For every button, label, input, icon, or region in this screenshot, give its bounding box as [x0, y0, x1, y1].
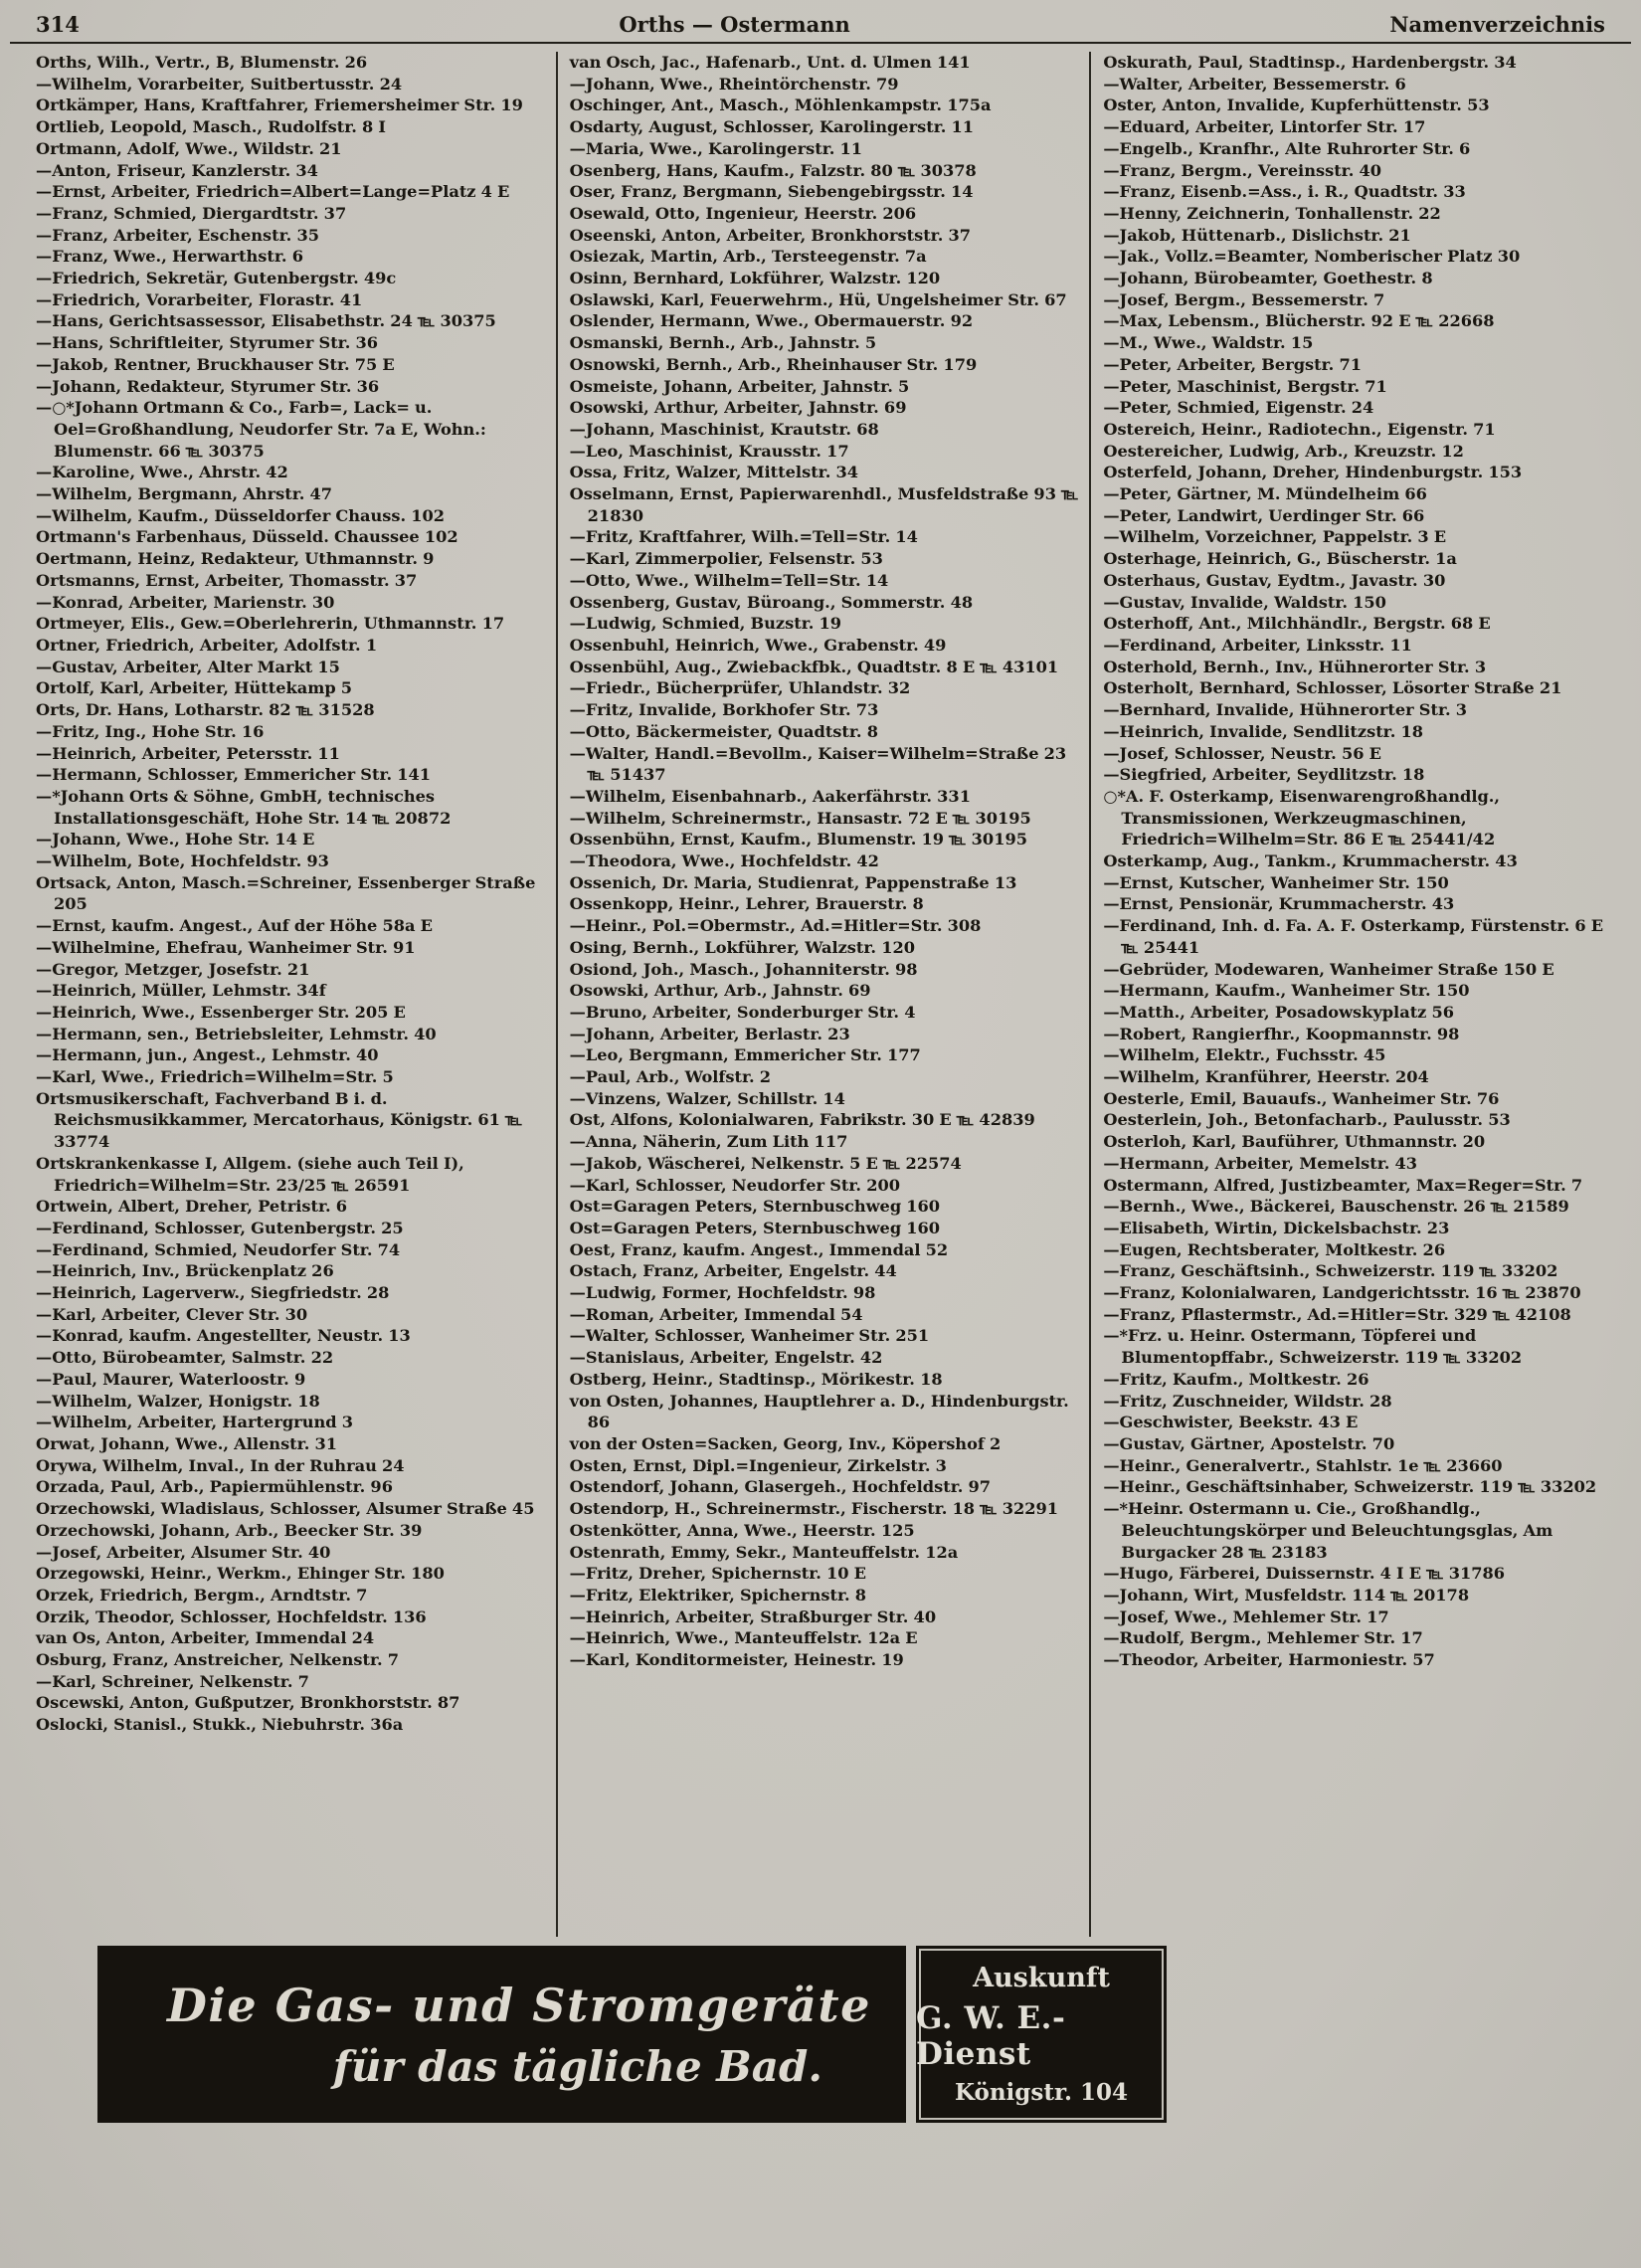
directory-entry: Ossenkopp, Heinr., Lehrer, Brauerstr. 8 — [569, 894, 924, 914]
directory-entry: —Johann, Wwe., Hohe Str. 14 E — [36, 830, 315, 850]
directory-entry: Ost=Garagen Peters, Sternbuschweg 160 — [569, 1197, 941, 1217]
directory-entry: —Roman, Arbeiter, Immendal 54 — [569, 1304, 863, 1324]
directory-entry: Orzek, Friedrich, Bergm., Arndtstr. 7 — [36, 1585, 368, 1605]
directory-entry: —Hermann, sen., Betriebsleiter, Lehmstr. 40 — [36, 1024, 437, 1043]
directory-entry: —Engelb., Kranfhr., Alte Ruhrorter Str. 6 — [1103, 138, 1471, 158]
directory-entry: —Karl, Wwe., Friedrich=Wilhelm=Str. 5 — [36, 1067, 394, 1087]
directory-entry: Ostereich, Heinr., Radiotechn., Eigenstr. 71 — [1103, 419, 1496, 439]
directory-entry: —Bruno, Arbeiter, Sonderburger Str. 4 — [569, 1002, 916, 1022]
directory-entry: Oser, Franz, Bergmann, Siebengebirgsstr. 14 — [569, 182, 974, 202]
directory-entry: Oslawski, Karl, Feuerwehrm., Hü, Ungelsheimer Str. 67 — [569, 289, 1067, 309]
directory-entry: —Anna, Näherin, Zum Lith 117 — [569, 1132, 848, 1152]
directory-entry: Oest, Franz, kaufm. Angest., Immendal 52 — [569, 1239, 949, 1259]
ad-line-1: Die Gas- und Stromgeräte — [167, 1978, 871, 2032]
directory-entry: —Wilhelm, Schreinermstr., Hansastr. 72 E ℡ 30195 — [569, 808, 1031, 828]
directory-entry: —Peter, Gärtner, M. Mündelheim 66 — [1103, 484, 1427, 504]
directory-entry: Ostermann, Alfred, Justizbeamter, Max=Reger=Str. 7 — [1103, 1175, 1583, 1195]
directory-entry: —Jakob, Rentner, Bruckhauser Str. 75 E — [36, 354, 395, 374]
directory-entry: —*Heinr. Ostermann u. Cie., Großhandlg., Beleuchtungskörper und Beleuchtungsglas, Am Burgacker 28 ℡ 23183 — [1103, 1499, 1553, 1562]
directory-entry: Orths, Wilh., Vertr., B, Blumenstr. 26 — [36, 53, 368, 72]
directory-entry: Osmanski, Bernh., Arb., Jahnstr. 5 — [569, 333, 877, 353]
directory-entry: Orzegowski, Heinr., Werkm., Ehinger Str. 180 — [36, 1564, 445, 1584]
directory-entry: Ostenkötter, Anna, Wwe., Heerstr. 125 — [569, 1520, 915, 1540]
directory-entry: Ortner, Friedrich, Arbeiter, Adolfstr. 1 — [36, 635, 378, 655]
directory-entry: Ortmeyer, Elis., Gew.=Oberlehrerin, Uthmannstr. 17 — [36, 614, 505, 634]
directory-entry: Ortsmusikerschaft, Fachverband B i. d. Reichsmusikkammer, Mercatorhaus, Königstr. 61 ℡ 33774 — [36, 1088, 523, 1152]
directory-entry: —Leo, Maschinist, Krausstr. 17 — [569, 441, 849, 461]
section-label: Namenverzeichnis — [1389, 12, 1605, 37]
directory-entry: —Theodora, Wwe., Hochfeldstr. 42 — [569, 851, 879, 871]
directory-entry: —Walter, Handl.=Bevollm., Kaiser=Wilhelm=Straße 23 ℡ 51437 — [569, 743, 1067, 785]
directory-entry: —Wilhelm, Bergmann, Ahrstr. 47 — [36, 484, 333, 504]
directory-entry: —Ludwig, Schmied, Buzstr. 19 — [569, 614, 842, 634]
directory-entry: —Johann, Maschinist, Krautstr. 68 — [569, 419, 879, 439]
directory-entry: —Josef, Schlosser, Neustr. 56 E — [1103, 743, 1381, 763]
directory-entry: —Hans, Schriftleiter, Styrumer Str. 36 — [36, 333, 379, 353]
directory-entry: —Stanislaus, Arbeiter, Engelstr. 42 — [569, 1348, 883, 1368]
directory-entry: —Franz, Wwe., Herwarthstr. 6 — [36, 247, 303, 267]
directory-entry: Osmeiste, Johann, Arbeiter, Jahnstr. 5 — [569, 376, 910, 396]
directory-entry: Osewald, Otto, Ingenieur, Heerstr. 206 — [569, 203, 917, 223]
directory-entry: —Ernst, kaufm. Angest., Auf der Höhe 58a E — [36, 916, 433, 936]
directory-entry: —Johann, Wirt, Musfeldstr. 114 ℡ 20178 — [1103, 1585, 1470, 1605]
directory-entry: —○*Johann Ortmann & Co., Farb=, Lack= u. Oel=Großhandlung, Neudorfer Str. 7a E, Wohn.: Blumenstr. 66 ℡ 30375 — [36, 398, 486, 461]
directory-entry: —Friedr., Bücherprüfer, Uhlandstr. 32 — [569, 678, 911, 698]
ad-line-2: für das tägliche Bad. — [332, 2041, 822, 2091]
page-title: Orths — Ostermann — [619, 12, 850, 37]
directory-entry: Ossenberg, Gustav, Büroang., Sommerstr. 48 — [569, 592, 974, 612]
directory-entry: —Wilhelm, Vorarbeiter, Suitbertusstr. 24 — [36, 74, 403, 94]
directory-entry: —Konrad, Arbeiter, Marienstr. 30 — [36, 592, 335, 612]
directory-entry: Oskurath, Paul, Stadtinsp., Hardenbergstr. 34 — [1103, 53, 1517, 72]
directory-entry: —Fritz, Kraftfahrer, Wilh.=Tell=Str. 14 — [569, 527, 918, 547]
directory-entry: Ortsmanns, Ernst, Arbeiter, Thomasstr. 37 — [36, 570, 418, 590]
directory-entry: Ost, Alfons, Kolonialwaren, Fabrikstr. 30 E ℡ 42839 — [569, 1110, 1035, 1130]
directory-entry: Osterkamp, Aug., Tankm., Krummacherstr. 43 — [1103, 851, 1518, 871]
directory-entry: —Franz, Arbeiter, Eschenstr. 35 — [36, 225, 319, 245]
directory-entry: —Eugen, Rechtsberater, Moltkestr. 26 — [1103, 1239, 1446, 1259]
directory-entry: —M., Wwe., Waldstr. 15 — [1103, 333, 1314, 353]
directory-entry: —Peter, Landwirt, Uerdinger Str. 66 — [1103, 505, 1425, 525]
directory-entry: Ortskrankenkasse I, Allgem. (siehe auch Teil I), Friedrich=Wilhelm=Str. 23/25 ℡ 26591 — [36, 1153, 464, 1195]
directory-entry: —Heinr., Pol.=Obermstr., Ad.=Hitler=Str. 308 — [569, 916, 982, 936]
directory-entry: Ostendorf, Johann, Glasergeh., Hochfeldstr. 97 — [569, 1477, 992, 1497]
directory-entry: —Josef, Wwe., Mehlemer Str. 17 — [1103, 1606, 1389, 1626]
directory-entry: Osterhage, Heinrich, G., Büscherstr. 1a — [1103, 549, 1457, 569]
directory-entry: Osinn, Bernhard, Lokführer, Walzstr. 120 — [569, 269, 941, 288]
directory-entry: —Walter, Schlosser, Wanheimer Str. 251 — [569, 1326, 930, 1346]
directory-entry: —Karoline, Wwe., Ahrstr. 42 — [36, 463, 288, 482]
directory-entry: —Hugo, Färberei, Duissernstr. 4 I E ℡ 31786 — [1103, 1564, 1506, 1584]
directory-entry: —Ferdinand, Inh. d. Fa. A. F. Osterkamp, Fürstenstr. 6 E ℡ 25441 — [1103, 916, 1604, 957]
directory-entry: —Hermann, Arbeiter, Memelstr. 43 — [1103, 1153, 1418, 1173]
directory-entry: Osiond, Joh., Masch., Johanniterstr. 98 — [569, 959, 918, 979]
directory-entry: Ostberg, Heinr., Stadtinsp., Mörikestr. 18 — [569, 1369, 943, 1389]
directory-entry: —Heinrich, Arbeiter, Petersstr. 11 — [36, 743, 340, 763]
directory-entry: —Hans, Gerichtsassessor, Elisabethstr. 24 ℡ 30375 — [36, 311, 496, 331]
directory-entry: —Siegfried, Arbeiter, Seydlitzstr. 18 — [1103, 765, 1425, 785]
directory-entry: —Gustav, Arbeiter, Alter Markt 15 — [36, 657, 340, 676]
directory-entry: —Heinrich, Inv., Brückenplatz 26 — [36, 1261, 334, 1281]
directory-entry: Oesterlein, Joh., Betonfacharb., Paulusstr. 53 — [1103, 1110, 1511, 1130]
directory-entry: Osowski, Arthur, Arb., Jahnstr. 69 — [569, 981, 871, 1001]
directory-entry: —Franz, Eisenb.=Ass., i. R., Quadtstr. 33 — [1103, 182, 1466, 202]
directory-entry: —Josef, Bergm., Bessemerstr. 7 — [1103, 289, 1385, 309]
directory-entry: Osterloh, Karl, Bauführer, Uthmannstr. 20 — [1103, 1132, 1486, 1152]
directory-entry: —Max, Lebensm., Blücherstr. 92 E ℡ 22668 — [1103, 311, 1495, 331]
directory-entry: —Paul, Maurer, Waterloostr. 9 — [36, 1369, 306, 1389]
directory-entry: Oesterle, Emil, Bauaufs., Wanheimer Str. 76 — [1103, 1088, 1500, 1108]
directory-entry: —Fritz, Zuschneider, Wildstr. 28 — [1103, 1391, 1392, 1411]
directory-entry: —Wilhelmine, Ehefrau, Wanheimer Str. 91 — [36, 937, 416, 957]
directory-entry: Ostach, Franz, Arbeiter, Engelstr. 44 — [569, 1261, 897, 1281]
directory-column-1 — [24, 52, 556, 1937]
directory-entry: Oseenski, Anton, Arbeiter, Bronkhorststr. 37 — [569, 225, 972, 245]
directory-entry: Orzechowski, Wladislaus, Schlosser, Alsumer Straße 45 — [36, 1499, 535, 1519]
directory-entry: —Gustav, Gärtner, Apostelstr. 70 — [1103, 1434, 1395, 1453]
directory-entry: —Hermann, Schlosser, Emmericher Str. 141 — [36, 765, 432, 785]
directory-entry: —Robert, Rangierfhr., Koopmannstr. 98 — [1103, 1024, 1460, 1043]
directory-entry: —Franz, Pflastermstr., Ad.=Hitler=Str. 329 ℡ 42108 — [1103, 1304, 1571, 1324]
directory-entry: —Paul, Arb., Wolfstr. 2 — [569, 1067, 772, 1087]
directory-entry: —Heinr., Geschäftsinhaber, Schweizerstr. 119 ℡ 33202 — [1103, 1477, 1597, 1497]
directory-entry: —Otto, Wwe., Wilhelm=Tell=Str. 14 — [569, 570, 889, 590]
directory-entry: —Friedrich, Sekretär, Gutenbergstr. 49c — [36, 269, 397, 288]
directory-entry: —Heinrich, Arbeiter, Straßburger Str. 40 — [569, 1606, 937, 1626]
directory-entry: Ortkämper, Hans, Kraftfahrer, Friemersheimer Str. 19 — [36, 95, 523, 115]
page-header — [0, 0, 1641, 42]
directory-entry: —Leo, Bergmann, Emmericher Str. 177 — [569, 1045, 921, 1065]
ad-info-line-2: G. W. E.-Dienst — [916, 2000, 1066, 2072]
directory-entry: —Matth., Arbeiter, Posadowskyplatz 56 — [1103, 1002, 1455, 1022]
directory-entry: —Franz, Kolonialwaren, Landgerichtsstr. 16 ℡ 23870 — [1103, 1283, 1581, 1303]
directory-entry: Osterfeld, Johann, Dreher, Hindenburgstr. 153 — [1103, 463, 1523, 482]
directory-entry: —Elisabeth, Wirtin, Dickelsbachstr. 23 — [1103, 1218, 1450, 1237]
directory-entry: —Peter, Arbeiter, Bergstr. 71 — [1103, 354, 1362, 374]
directory-entry: Orts, Dr. Hans, Lotharstr. 82 ℡ 31528 — [36, 700, 375, 720]
directory-entry: Orzada, Paul, Arb., Papiermühlenstr. 96 — [36, 1477, 393, 1497]
directory-entry: —Theodor, Arbeiter, Harmoniestr. 57 — [1103, 1650, 1435, 1670]
directory-entry: —Heinrich, Invalide, Sendlitzstr. 18 — [1103, 721, 1424, 741]
directory-entry: van Os, Anton, Arbeiter, Immendal 24 — [36, 1628, 375, 1648]
directory-entry: —Jak., Vollz.=Beamter, Nomberischer Platz 30 — [1103, 247, 1521, 267]
directory-entry: Ortlieb, Leopold, Masch., Rudolfstr. 8 I — [36, 117, 387, 137]
directory-entry: —Otto, Bürobeamter, Salmstr. 22 — [36, 1348, 334, 1368]
directory-entry: Orzechowski, Johann, Arb., Beecker Str. 39 — [36, 1520, 423, 1540]
directory-entry: —Johann, Arbeiter, Berlastr. 23 — [569, 1024, 850, 1043]
directory-entry: —Johann, Wwe., Rheintörchenstr. 79 — [569, 74, 899, 94]
directory-entry: —Rudolf, Bergm., Mehlemer Str. 17 — [1103, 1628, 1423, 1648]
directory-entry: Oslender, Hermann, Wwe., Obermauerstr. 92 — [569, 311, 974, 331]
directory-entry: —Karl, Schlosser, Neudorfer Str. 200 — [569, 1175, 900, 1195]
directory-entry: Ossenich, Dr. Maria, Studienrat, Pappenstraße 13 — [569, 872, 1017, 892]
directory-entry: —Peter, Schmied, Eigenstr. 24 — [1103, 398, 1374, 418]
directory-entry: —Geschwister, Beekstr. 43 E — [1103, 1413, 1359, 1432]
directory-entry: —Ferdinand, Schlosser, Gutenbergstr. 25 — [36, 1218, 404, 1237]
directory-entry: Oster, Anton, Invalide, Kupferhüttenstr. 53 — [1103, 95, 1490, 115]
directory-entry: —Jakob, Hüttenarb., Dislichstr. 21 — [1103, 225, 1411, 245]
directory-entry: —Franz, Geschäftsinh., Schweizerstr. 119 ℡ 33202 — [1103, 1261, 1558, 1281]
directory-entry: Orywa, Wilhelm, Inval., In der Ruhrau 24 — [36, 1455, 405, 1475]
directory-entry: Ossenbühl, Aug., Zwiebackfbk., Quadtstr. 8 E ℡ 43101 — [569, 657, 1059, 676]
directory-entry: Ortolf, Karl, Arbeiter, Hüttekamp 5 — [36, 678, 353, 698]
directory-entry: —Heinrich, Wwe., Manteuffelstr. 12a E — [569, 1628, 918, 1648]
directory-entry: Oestereicher, Ludwig, Arb., Kreuzstr. 12 — [1103, 441, 1464, 461]
directory-entry: —Heinrich, Lagerverw., Siegfriedstr. 28 — [36, 1283, 390, 1303]
page-number: 314 — [36, 12, 80, 37]
directory-entry: —Johann, Bürobeamter, Goethestr. 8 — [1103, 269, 1433, 288]
directory-column-3 — [1089, 52, 1623, 1937]
directory-entry: Ossa, Fritz, Walzer, Mittelstr. 34 — [569, 463, 859, 482]
ad-banner — [97, 1946, 1167, 2123]
directory-entry: von der Osten=Sacken, Georg, Inv., Köpershof 2 — [569, 1434, 1002, 1453]
directory-entry: Ortmann, Adolf, Wwe., Wildstr. 21 — [36, 138, 342, 158]
directory-entry: —Gebrüder, Modewaren, Wanheimer Straße 150 E — [1103, 959, 1554, 979]
directory-entry: —Konrad, kaufm. Angestellter, Neustr. 13 — [36, 1326, 411, 1346]
directory-entry: Ossenbuhl, Heinrich, Wwe., Grabenstr. 49 — [569, 635, 947, 655]
directory-entry: Orzik, Theodor, Schlosser, Hochfeldstr. 136 — [36, 1606, 427, 1626]
directory-entry: —Wilhelm, Vorzeichner, Pappelstr. 3 E — [1103, 527, 1447, 547]
directory-entry: van Osch, Jac., Hafenarb., Unt. d. Ulmen 141 — [569, 53, 971, 72]
directory-entry: —Ferdinand, Schmied, Neudorfer Str. 74 — [36, 1239, 401, 1259]
directory-entry: Osenberg, Hans, Kaufm., Falzstr. 80 ℡ 30378 — [569, 160, 977, 180]
directory-entry: Osselmann, Ernst, Papierwarenhdl., Musfeldstraße 93 ℡ 21830 — [569, 484, 1079, 525]
ad-info-line-1: Auskunft — [973, 1963, 1110, 1993]
directory-entry: —Jakob, Wäscherei, Nelkenstr. 5 E ℡ 22574 — [569, 1153, 962, 1173]
directory-entry: —Peter, Maschinist, Bergstr. 71 — [1103, 376, 1387, 396]
directory-entry: Osterhaus, Gustav, Eydtm., Javastr. 30 — [1103, 570, 1446, 590]
directory-entry: Ortmann's Farbenhaus, Düsseld. Chaussee 102 — [36, 527, 458, 547]
directory-entry: —Wilhelm, Kranführer, Heerstr. 204 — [1103, 1067, 1429, 1087]
directory-entry: Osterhold, Bernh., Inv., Hühnerorter Str. 3 — [1103, 657, 1487, 676]
directory-entry: —Wilhelm, Arbeiter, Hartergrund 3 — [36, 1413, 353, 1432]
directory-entry: —Ferdinand, Arbeiter, Linksstr. 11 — [1103, 635, 1412, 655]
directory-entry: Osiezak, Martin, Arb., Tersteegenstr. 7a — [569, 247, 927, 267]
directory-entry: —Hermann, Kaufm., Wanheimer Str. 150 — [1103, 981, 1470, 1001]
directory-entry: —Wilhelm, Eisenbahnarb., Aakerfährstr. 331 — [569, 786, 971, 806]
directory-entry: —Josef, Arbeiter, Alsumer Str. 40 — [36, 1542, 331, 1562]
directory-entry: —Heinr., Generalvertr., Stahlstr. 1e ℡ 23660 — [1103, 1455, 1503, 1475]
directory-entry: Osing, Bernh., Lokführer, Walzstr. 120 — [569, 937, 915, 957]
directory-entry: Oslocki, Stanisl., Stukk., Niebuhrstr. 36a — [36, 1715, 404, 1735]
directory-entry: —Ludwig, Former, Hochfeldstr. 98 — [569, 1283, 876, 1303]
directory-entry: Osnowski, Bernh., Arb., Rheinhauser Str. 179 — [569, 354, 978, 374]
directory-columns — [0, 44, 1641, 1937]
directory-entry: Oscewski, Anton, Gußputzer, Bronkhorststr. 87 — [36, 1693, 460, 1713]
directory-entry: Osowski, Arthur, Arbeiter, Jahnstr. 69 — [569, 398, 907, 418]
directory-entry: —Fritz, Dreher, Spichernstr. 10 E — [569, 1564, 867, 1584]
directory-entry: —Johann, Redakteur, Styrumer Str. 36 — [36, 376, 380, 396]
directory-entry: —Walter, Arbeiter, Bessemerstr. 6 — [1103, 74, 1406, 94]
directory-entry: Ost=Garagen Peters, Sternbuschweg 160 — [569, 1218, 941, 1237]
directory-entry: —Friedrich, Vorarbeiter, Florastr. 41 — [36, 289, 363, 309]
ad-info-line-3: Königstr. 104 — [955, 2079, 1128, 2106]
directory-entry: —Fritz, Ing., Hohe Str. 16 — [36, 721, 265, 741]
directory-entry: Ortwein, Albert, Dreher, Petristr. 6 — [36, 1197, 348, 1217]
directory-entry: —Karl, Schreiner, Nelkenstr. 7 — [36, 1671, 309, 1691]
directory-entry: —Maria, Wwe., Karolingerstr. 11 — [569, 138, 863, 158]
directory-entry: Osburg, Franz, Anstreicher, Nelkenstr. 7 — [36, 1650, 400, 1670]
directory-entry: Oschinger, Ant., Masch., Möhlenkampstr. 175a — [569, 95, 992, 115]
directory-entry: —Karl, Zimmerpolier, Felsenstr. 53 — [569, 549, 883, 569]
directory-entry: —*Frz. u. Heinr. Ostermann, Töpferei und Blumentopffabr., Schweizerstr. 119 ℡ 33202 — [1103, 1326, 1523, 1368]
directory-entry: —Wilhelm, Elektr., Fuchsstr. 45 — [1103, 1045, 1386, 1065]
directory-entry: —Otto, Bäckermeister, Quadtstr. 8 — [569, 721, 878, 741]
directory-entry: von Osten, Johannes, Hauptlehrer a. D., Hindenburgstr. 86 — [569, 1391, 1069, 1432]
directory-entry: —Wilhelm, Kaufm., Düsseldorfer Chauss. 102 — [36, 505, 446, 525]
directory-entry: Ossenbühn, Ernst, Kaufm., Blumenstr. 19 ℡ 30195 — [569, 830, 1027, 850]
directory-column-2 — [556, 52, 1090, 1937]
directory-entry: —Eduard, Arbeiter, Lintorfer Str. 17 — [1103, 117, 1426, 137]
directory-entry: Osten, Ernst, Dipl.=Ingenieur, Zirkelstr. 3 — [569, 1455, 947, 1475]
directory-entry: —Gregor, Metzger, Josefstr. 21 — [36, 959, 310, 979]
directory-entry: —Fritz, Elektriker, Spichernstr. 8 — [569, 1585, 867, 1605]
directory-entry: —Wilhelm, Bote, Hochfeldstr. 93 — [36, 851, 329, 871]
directory-entry: —Fritz, Kaufm., Moltkestr. 26 — [1103, 1369, 1369, 1389]
directory-entry: —Wilhelm, Walzer, Honigstr. 18 — [36, 1391, 320, 1411]
directory-entry: Oertmann, Heinz, Redakteur, Uthmannstr. 9 — [36, 549, 435, 569]
directory-entry: —Bernh., Wwe., Bäckerei, Bauschenstr. 26 ℡ 21589 — [1103, 1197, 1569, 1217]
directory-entry: Osterhoff, Ant., Milchhändlr., Bergstr. 68 E — [1103, 614, 1491, 634]
directory-entry: —Anton, Friseur, Kanzlerstr. 34 — [36, 160, 318, 180]
directory-entry: Osdarty, August, Schlosser, Karolingerstr. 11 — [569, 117, 975, 137]
directory-entry: —Ernst, Pensionär, Krummacherstr. 43 — [1103, 894, 1455, 914]
directory-entry: Ortsack, Anton, Masch.=Schreiner, Essenberger Straße 205 — [36, 872, 536, 914]
directory-entry: —Henny, Zeichnerin, Tonhallenstr. 22 — [1103, 203, 1441, 223]
ad-text-bar — [97, 1946, 906, 2123]
directory-entry: Osterholt, Bernhard, Schlosser, Lösorter Straße 21 — [1103, 678, 1562, 698]
directory-entry: Ostendorp, H., Schreinermstr., Fischerstr. 18 ℡ 32291 — [569, 1499, 1059, 1519]
directory-entry: —Vinzens, Walzer, Schillstr. 14 — [569, 1088, 845, 1108]
directory-entry: Ostenrath, Emmy, Sekr., Manteuffelstr. 12a — [569, 1542, 959, 1562]
directory-entry: ○*A. F. Osterkamp, Eisenwarengroßhandlg., Transmissionen, Werkzeugmaschinen, Friedrich=Wilhelm=Str. 86 E ℡ 25441/42 — [1103, 786, 1501, 850]
directory-entry: —Franz, Bergm., Vereinsstr. 40 — [1103, 160, 1382, 180]
directory-entry: —Gustav, Invalide, Waldstr. 150 — [1103, 592, 1386, 612]
directory-entry: —*Johann Orts & Söhne, GmbH, technisches Installationsgeschäft, Hohe Str. 14 ℡ 20872 — [36, 786, 452, 828]
directory-entry: —Bernhard, Invalide, Hühnerorter Str. 3 — [1103, 700, 1468, 720]
directory-entry: —Hermann, jun., Angest., Lehmstr. 40 — [36, 1045, 379, 1065]
directory-entry: Orwat, Johann, Wwe., Allenstr. 31 — [36, 1434, 338, 1453]
ad-info-box — [916, 1946, 1167, 2123]
directory-entry: —Karl, Arbeiter, Clever Str. 30 — [36, 1304, 308, 1324]
directory-entry: —Heinrich, Müller, Lehmstr. 34f — [36, 981, 326, 1001]
directory-entry: —Franz, Schmied, Diergardtstr. 37 — [36, 203, 347, 223]
directory-entry: —Fritz, Invalide, Borkhofer Str. 73 — [569, 700, 879, 720]
directory-entry: —Ernst, Arbeiter, Friedrich=Albert=Lange=Platz 4 E — [36, 182, 510, 202]
directory-entry: —Ernst, Kutscher, Wanheimer Str. 150 — [1103, 872, 1449, 892]
directory-entry: —Karl, Konditormeister, Heinestr. 19 — [569, 1650, 904, 1670]
directory-entry: —Heinrich, Wwe., Essenberger Str. 205 E — [36, 1002, 406, 1022]
